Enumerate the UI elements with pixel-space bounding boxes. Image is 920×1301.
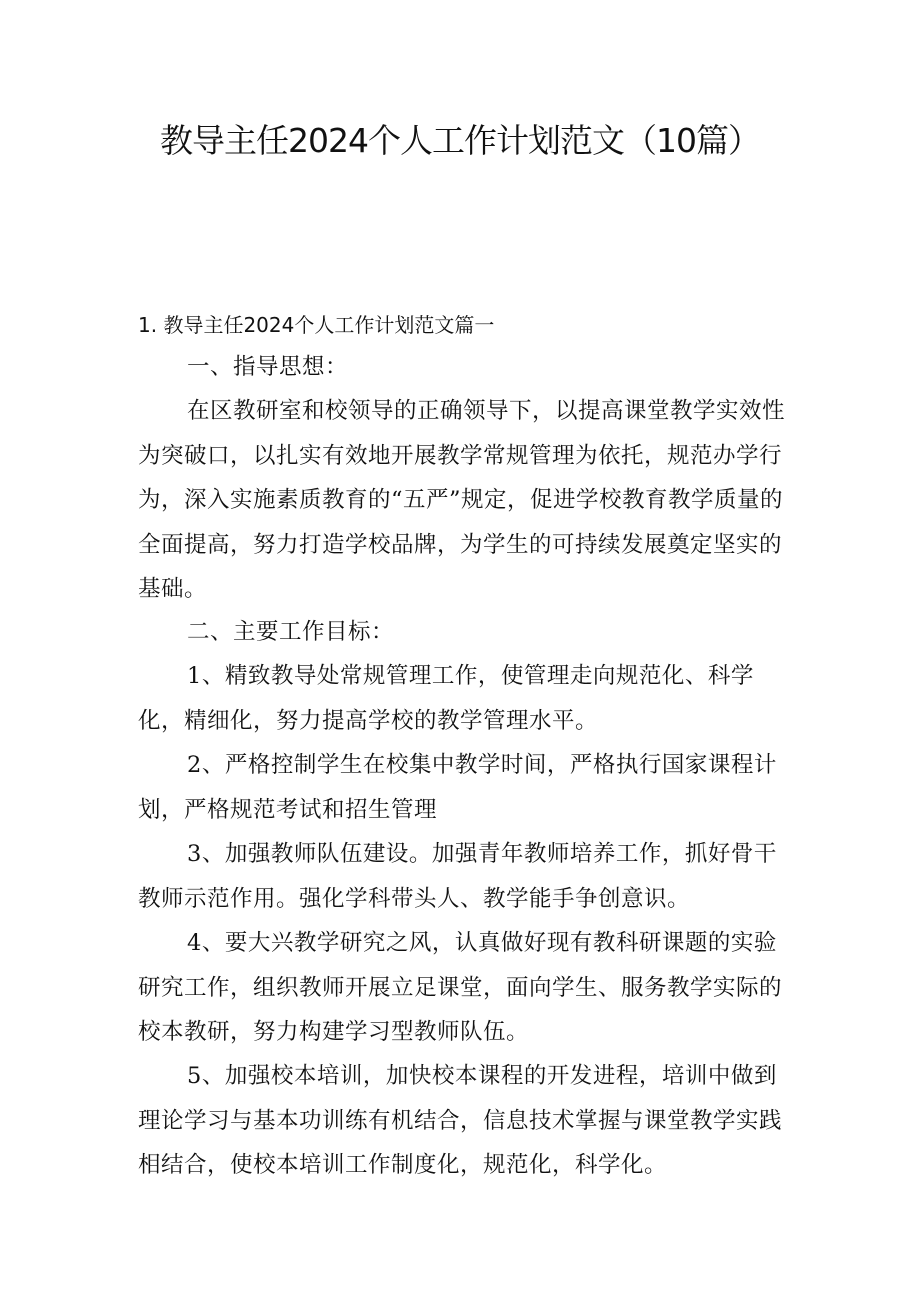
- heading-guiding-ideology: 一、指导思想：: [187, 354, 349, 380]
- section-title: 1. 教导主任2024个人工作计划范文篇一: [138, 313, 495, 337]
- goal-item-2: 2、严格控制学生在校集中教学时间，严格执行国家课程计划，严格规范考试和招生管理: [138, 752, 777, 823]
- document-title: 教导主任2024个人工作计划范文（10篇）: [160, 121, 760, 160]
- goal-item-4: 4、要大兴教学研究之风，认真做好现有教科研课题的实验研究工作，组织教师开展立足课堂，面向学生、服务教学实际的校本教研，努力构建学习型教师队伍。: [138, 930, 783, 1045]
- goal-item-5: 5、加强校本培训，加快校本课程的开发进程，培训中做到理论学习与基本功训练有机结合，信息技术掌握与课堂教学实践相结合，使校本培训工作制度化，规范化，科学化。: [138, 1063, 783, 1178]
- paragraph-guiding-ideology: 在区教研室和校领导的正确领导下，以提高课堂教学实效性为突破口，以扎实有效地开展教学常规管理为依托，规范办学行为，深入实施素质教育的“五严”规定，促进学校教育教学质量的全面提高，努力打造学校品牌，为学生的可持续发展奠定坚实的基础。: [138, 398, 786, 602]
- goal-item-3: 3、加强教师队伍建设。加强青年教师培养工作，抓好骨干教师示范作用。强化学科带头人、教学能手争创意识。: [138, 841, 777, 912]
- goal-item-1: 1、精致教导处常规管理工作，使管理走向规范化、科学化，精细化，努力提高学校的教学管理水平。: [138, 663, 754, 734]
- heading-main-goals: 二、主要工作目标：: [187, 619, 395, 645]
